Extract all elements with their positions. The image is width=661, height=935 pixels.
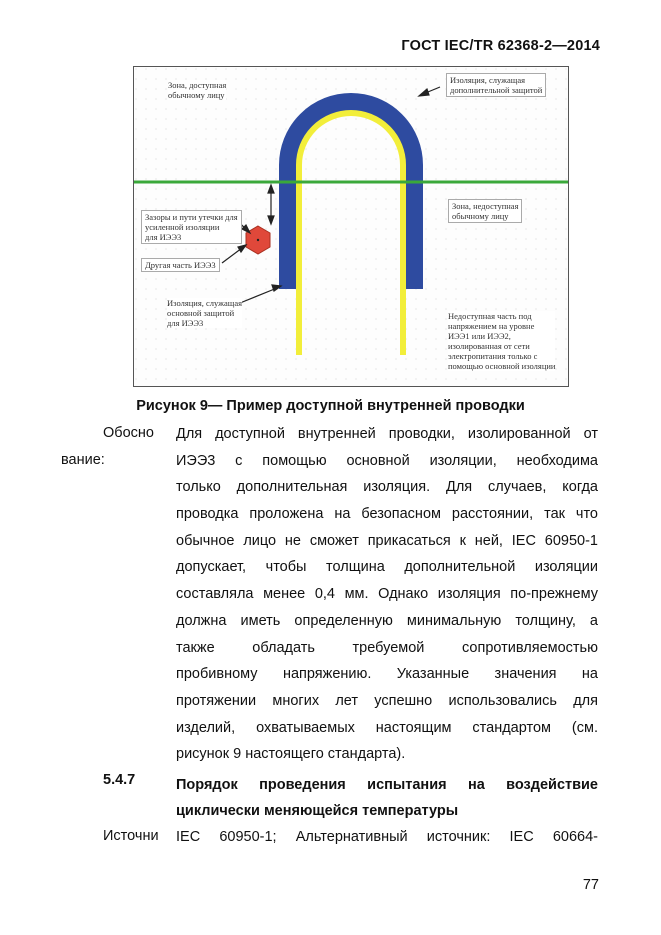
label-basic-insulation: Изоляция, служащая основной защитой для ИЭЭ3 [167,298,243,328]
rationale-paragraph [176,421,598,768]
document-header: ГОСТ IEC/TR 62368-2—2014 [401,38,600,54]
paragraph-line: составляла менее 0,4 мм. Однако изоляция по-прежнему [176,586,598,603]
label-accessible-zone: Зона, доступная обычному лицу [168,80,227,100]
figure-accessible-wiring [133,66,569,387]
source-text: IEC 60950-1; Альтернативный источник: IEC 60664- [176,829,598,845]
source-label: Источни [103,828,159,844]
section-title: Порядок проведения испытания на воздействие циклически меняющейся температуры [176,777,598,819]
paragraph-line: проводка проложена на безопасном расстоянии, так что [176,506,598,523]
paragraph-line: пробивному напряжению. Указанные значения на [176,666,598,683]
paragraph-line: должна иметь определенную минимальную толщину, а [176,612,598,629]
paragraph-line: Для доступной внутренней проводки, изолированной от [176,426,598,442]
label-supplementary-insulation: Изоляция, служащая дополнительной защитой [446,73,546,97]
paragraph-line: обычное лицо не сможет прикасаться к ней, IEC 60950-1 [176,532,598,549]
label-other-part: Другая часть ИЭЭ3 [141,258,220,272]
figure-caption: Рисунок 9— Пример доступной внутренней проводки [136,398,525,414]
label-clearances: Зазоры и пути утечки для усиленной изоляции для ИЭЭ3 [141,210,242,244]
paragraph-line: допускает, чтобы толщина дополнительной изоляции [176,559,598,576]
source-text-wrap [176,824,598,851]
paragraph-line: протяжении многих лет успешно использовались для [176,692,598,709]
paragraph-line: только дополнительная изоляция. Для случаев, когда [176,479,598,496]
page-number: 77 [582,877,599,893]
rationale-label-1: Обосно [103,425,154,441]
label-inaccessible-zone: Зона, недоступная обычному лицу [448,199,522,223]
paragraph-line: также обладать требуемой сопротивляемостью [176,639,598,656]
section-number: 5.4.7 [103,772,136,788]
label-inaccessible-part: Недоступная часть под напряжением на уровне ИЭЭ1 или ИЭЭ2, изолированная от сети электропитания только с помощью основной изоляции [448,311,556,371]
paragraph-line: рисунок 9 настоящего стандарта). [176,746,406,763]
paragraph-line: изделий, охватываемых настоящим стандартом (см. [176,719,598,736]
rationale-label-2: вание: [61,452,105,468]
paragraph-line: ИЭЭ3 с помощью основной изоляции, необходима [176,452,598,469]
